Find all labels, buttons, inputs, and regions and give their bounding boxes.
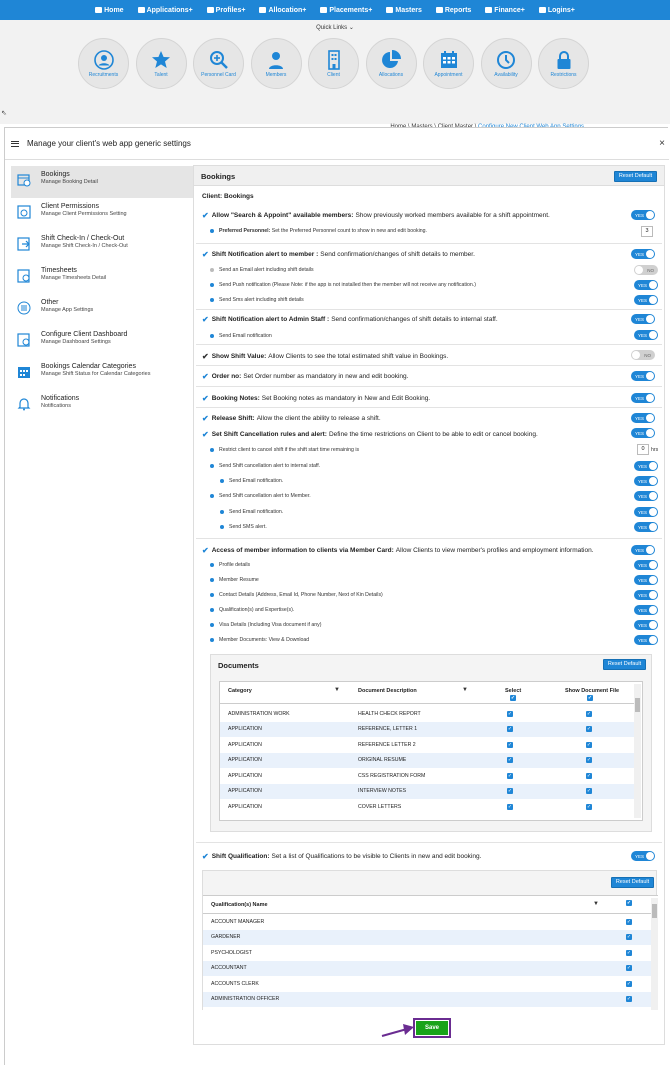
setting-send-email-notification: Send Email notification — [210, 333, 272, 339]
table-row[interactable]: ACCOUNT MANAGER ✓ — [211, 918, 632, 925]
top-navbar — [0, 0, 670, 20]
lock-icon — [554, 50, 574, 70]
table-row[interactable]: ACCOUNTS CLERK ✓ — [211, 980, 632, 987]
bookings-icon — [17, 173, 31, 187]
toggle-order-no[interactable]: YES — [631, 371, 655, 381]
modal-header — [5, 128, 669, 160]
modal-title: Manage your client's web app generic settings — [27, 139, 191, 148]
show-file-checkbox[interactable]: ✓ — [586, 788, 592, 795]
nav-reports[interactable]: Reports — [436, 7, 471, 14]
nav-masters[interactable]: Masters — [386, 7, 421, 14]
setting-cancellation-rules: ✔ Set Shift Cancellation rules and alert: Define the time restrictions on Client to be able to edit or cancel booking. — [202, 430, 538, 439]
check-icon: ✔ — [202, 211, 209, 220]
check-icon: ✔ — [202, 250, 209, 259]
quick-link-appointment[interactable]: Appointment — [423, 38, 474, 89]
select-checkbox[interactable]: ✓ — [507, 741, 513, 748]
show-file-checkbox[interactable]: ✓ — [586, 803, 592, 810]
toggle-cancel-alert-member[interactable]: YES — [634, 491, 658, 501]
mouse-cursor-icon: ⇖ — [1, 110, 7, 117]
toggle-profile-details[interactable]: YES — [634, 560, 658, 570]
select-checkbox[interactable]: ✓ — [507, 788, 513, 795]
sidebar-item-shift-checkin[interactable]: Shift Check-In / Check-Out Manage Shift Check-In / Check-Out — [11, 230, 193, 262]
setting-shift-qualification: ✔ Shift Qualification: Set a list of Qualifications to be visible to Clients in new and edit booking. — [202, 852, 482, 861]
search-plus-icon — [209, 50, 229, 70]
show-file-checkbox[interactable]: ✓ — [586, 741, 592, 748]
home-icon — [95, 7, 102, 13]
select-checkbox[interactable]: ✓ — [626, 934, 632, 941]
save-highlight — [413, 1018, 451, 1038]
table-row[interactable]: APPLICATION ORIGINAL RESUME ✓ ✓ — [220, 753, 635, 769]
globe-icon — [485, 7, 492, 13]
show-file-checkbox[interactable]: ✓ — [586, 726, 592, 733]
quick-links-toggle[interactable]: Quick Links ⌄ — [316, 25, 354, 31]
filter-icon[interactable]: ▼ — [593, 901, 599, 907]
divider — [196, 344, 662, 345]
check-icon: ✔ — [202, 430, 209, 439]
check-icon: ✔ — [202, 394, 209, 403]
show-all-checkbox[interactable]: ✓ — [587, 695, 593, 701]
setting-visa-details: Visa Details (Including Visa document if any) — [210, 622, 321, 628]
reset-default-button[interactable]: Reset Default — [614, 171, 657, 182]
panel-title: Bookings — [201, 172, 236, 181]
preferred-personnel-input[interactable]: 3 — [641, 226, 653, 237]
setting-search-appoint: ✔ Allow "Search & Appoint" available members: Show previously worked members available for a shift appointment. — [202, 211, 550, 220]
toggle-qualifications[interactable]: YES — [634, 605, 658, 615]
setting-member-documents: Member Documents: View & Download — [210, 637, 309, 643]
setting-push-notification: Send Push notification (Please Note: if the app is not installed then the member will not receive any notification.) — [210, 282, 476, 288]
bookings-panel — [193, 165, 665, 1045]
toggle-push-notification[interactable]: YES — [634, 280, 658, 290]
toggle-member-documents[interactable]: YES — [634, 635, 658, 645]
nav-profiles[interactable]: Profiles+ — [207, 7, 246, 14]
select-checkbox[interactable]: ✓ — [507, 710, 513, 717]
setting-preferred-personnel: Preferred Personnel: Set the Preferred Personnel count to show in new and edit booking. — [210, 228, 427, 234]
divider — [196, 386, 662, 387]
hours-unit: hrs — [651, 447, 659, 453]
table-row[interactable]: APPLICATION REFERENCE, LETTER 1 ✓ ✓ — [220, 722, 635, 738]
star-icon — [151, 50, 171, 70]
table-row[interactable]: ADMINISTRATION OFFICER ✓ — [203, 992, 651, 1008]
pie-chart-icon — [381, 50, 401, 70]
hamburger-icon[interactable] — [11, 139, 19, 148]
checkin-icon — [17, 237, 31, 251]
check-icon: ✔ — [202, 372, 209, 381]
toggle-send-email-notification[interactable]: YES — [634, 330, 658, 340]
user-icon — [539, 7, 546, 13]
setting-cancel-alert-member: Send Shift cancellation alert to Member. — [210, 493, 311, 499]
check-icon: ✔ — [202, 546, 209, 555]
profile-icon — [207, 7, 214, 13]
sidebar-item-client-dashboard[interactable]: Configure Client Dashboard Manage Dashboard Settings — [11, 326, 193, 358]
quick-link-recruitments[interactable]: Recruitments — [78, 38, 129, 89]
setting-show-shift-value: ✔ Show Shift Value: Allow Clients to see the total estimated shift value in Bookings. — [202, 352, 449, 361]
select-checkbox[interactable]: ✓ — [626, 949, 632, 956]
table-row[interactable]: GARDENER ✓ — [203, 930, 651, 946]
quick-link-client[interactable]: Client — [308, 38, 359, 89]
sidebar-item-timesheets[interactable]: Timesheets Manage Timesheets Detail — [11, 262, 193, 294]
building-icon — [324, 50, 344, 70]
table-row[interactable]: APPLICATION CSS REGISTRATION FORM ✓ ✓ — [228, 772, 592, 779]
toggle-shift-notif-admin[interactable]: YES — [631, 314, 655, 324]
nav-finance[interactable]: Finance+ — [485, 7, 525, 14]
check-icon: ✔ — [202, 414, 209, 423]
select-checkbox[interactable]: ✓ — [507, 772, 513, 779]
nav-placements[interactable]: Placements+ — [320, 7, 372, 14]
qualifications-section — [202, 870, 657, 1010]
toggle-cancel-staff-email[interactable]: YES — [634, 476, 658, 486]
close-icon[interactable]: × — [659, 138, 665, 149]
toggle-contact-details[interactable]: YES — [634, 590, 658, 600]
check-icon: ✔ — [202, 315, 209, 324]
quick-link-availability[interactable]: Availability — [481, 38, 532, 89]
qualifications-reset-button[interactable]: Reset Default — [611, 877, 654, 888]
select-checkbox[interactable]: ✓ — [507, 726, 513, 733]
select-all-checkbox[interactable]: ✓ — [510, 695, 516, 701]
scrollbar-thumb[interactable] — [652, 904, 657, 918]
nav-logins[interactable]: Logins+ — [539, 7, 575, 14]
toggle-booking-notes[interactable]: YES — [631, 393, 655, 403]
list-icon — [17, 301, 31, 315]
divider — [196, 842, 662, 843]
sidebar-item-bookings[interactable]: Bookings Manage Booking Detail — [11, 166, 193, 198]
timesheets-icon — [17, 269, 31, 283]
save-button[interactable]: Save — [416, 1021, 448, 1035]
settings-modal — [4, 127, 668, 1065]
sidebar-item-other[interactable]: Other Manage App Settings — [11, 294, 193, 326]
setting-member-card: ✔ Access of member information to clients via Member Card: Allow Clients to view member's profiles and employment information. — [202, 546, 594, 555]
toggle-shift-notif-member[interactable]: YES — [631, 249, 655, 259]
panel-header — [194, 166, 664, 186]
qualifications-table — [203, 895, 658, 1011]
table-row[interactable]: PSYCHOLOGIST ✓ — [211, 949, 632, 956]
select-all-checkbox[interactable]: ✓ — [626, 900, 632, 906]
documents-scrollbar[interactable] — [634, 684, 641, 818]
folder-icon — [386, 7, 393, 13]
show-file-checkbox[interactable]: ✓ — [586, 710, 592, 717]
setting-shift-notif-member: ✔ Shift Notification alert to member : Send confirmation/changes of shift details to member. — [202, 250, 475, 259]
section-label: Client: Bookings — [202, 193, 254, 200]
chevron-down-icon: ⌄ — [348, 25, 354, 31]
quick-links-row — [78, 38, 598, 89]
toggle-cancellation-rules[interactable]: YES — [631, 428, 655, 438]
documents-title: Documents — [218, 661, 259, 670]
sidebar-item-calendar-categories[interactable]: Bookings Calendar Categories Manage Shift Status for Calendar Categories — [11, 358, 193, 390]
divider — [196, 243, 662, 244]
documents-table — [219, 681, 643, 821]
divider — [196, 365, 662, 366]
select-checkbox[interactable]: ✓ — [626, 918, 632, 925]
setting-shift-notif-admin: ✔ Shift Notification alert to Admin Staff : Send confirmation/changes of shift details to internal staff. — [202, 315, 498, 324]
toggle-member-card[interactable]: YES — [631, 545, 655, 555]
setting-qualifications: Qualification(s) and Expertise(s). — [210, 607, 294, 613]
documents-section — [210, 654, 652, 832]
person-icon — [266, 50, 286, 70]
table-row[interactable]: ACCOUNTANT ✓ — [203, 961, 651, 977]
setting-email-alert: Send an Email alert including shift details — [210, 267, 314, 273]
toggle-cancel-alert-staff[interactable]: YES — [634, 461, 658, 471]
setting-member-resume: Member Resume — [210, 577, 259, 583]
restrict-hours-input[interactable]: 0 — [637, 444, 649, 455]
table-row[interactable]: APPLICATION COVER LETTERS ✓ ✓ — [228, 803, 592, 810]
quick-link-personnel-card[interactable]: Personnel Card — [193, 38, 244, 89]
setting-cancel-alert-staff: Send Shift cancellation alert to internal staff. — [210, 463, 320, 469]
pointer-arrow-icon — [381, 1024, 415, 1038]
check-icon: ✔ — [202, 852, 209, 861]
toggle-search-appoint[interactable]: YES — [631, 210, 655, 220]
settings-sidebar — [11, 166, 193, 422]
divider — [196, 538, 662, 539]
sidebar-item-notifications[interactable]: Notifications Notifications — [11, 390, 193, 422]
show-file-checkbox[interactable]: ✓ — [586, 772, 592, 779]
quick-link-members[interactable]: Members — [251, 38, 302, 89]
dashboard-icon — [17, 333, 31, 347]
table-row[interactable]: ADMINISTRATION WORK HEALTH CHECK REPORT ✓ ✓ — [228, 710, 592, 717]
setting-cancel-member-sms: Send SMS alert. — [220, 524, 267, 530]
sidebar-item-client-permissions[interactable]: Client Permissions Manage Client Permissions Setting — [11, 198, 193, 230]
globe-icon — [320, 7, 327, 13]
select-checkbox[interactable]: ✓ — [507, 757, 513, 764]
clock-icon — [496, 50, 516, 70]
scrollbar-thumb[interactable] — [635, 698, 640, 712]
check-icon: ✔ — [202, 352, 209, 361]
quick-link-restrictions[interactable]: Restrictions — [538, 38, 589, 89]
setting-order-no: ✔ Order no: Set Order number as mandatory in new and edit booking. — [202, 372, 409, 381]
select-checkbox[interactable]: ✓ — [626, 965, 632, 972]
toggle-visa-details[interactable]: YES — [634, 620, 658, 630]
select-checkbox[interactable]: ✓ — [626, 980, 632, 987]
table-row[interactable]: APPLICATION REFERENCE LETTER 2 ✓ ✓ — [228, 741, 592, 748]
toggle-shift-qualification[interactable]: YES — [631, 851, 655, 861]
filter-icon[interactable]: ▼ — [334, 687, 340, 693]
quick-link-talent[interactable]: Talent — [136, 38, 187, 89]
divider — [196, 407, 662, 408]
quick-links-area — [0, 20, 670, 124]
list-icon — [138, 7, 145, 13]
filter-icon[interactable]: ▼ — [462, 687, 468, 693]
toggle-email-alert[interactable]: NO — [634, 265, 658, 275]
toggle-sms-alert[interactable]: YES — [634, 295, 658, 305]
setting-cancel-staff-email: Send Email notification. — [220, 478, 283, 484]
qualifications-table-header: Qualification(s) Name ▼ ✓ — [203, 896, 651, 914]
setting-sms-alert: Send Sms alert including shift details — [210, 297, 304, 303]
toggle-cancel-member-email[interactable]: YES — [634, 507, 658, 517]
setting-release-shift: ✔ Release Shift: Allow the client the ability to release a shift. — [202, 414, 381, 423]
calendar-icon — [17, 365, 31, 379]
calendar-icon — [439, 50, 459, 70]
documents-table-header: Category ▼ Document Description ▼ Select ✓ Show Document File ✓ — [220, 682, 635, 704]
setting-booking-notes: ✔ Booking Notes: Set Booking notes as mandatory in New and Edit Booking. — [202, 394, 431, 403]
bell-icon — [17, 397, 31, 411]
show-file-checkbox[interactable]: ✓ — [586, 757, 592, 764]
documents-reset-button[interactable]: Reset Default — [603, 659, 646, 670]
folder-open-icon — [436, 7, 443, 13]
divider — [196, 309, 662, 310]
select-checkbox[interactable]: ✓ — [626, 996, 632, 1003]
qualifications-scrollbar[interactable] — [651, 898, 658, 1010]
recruitments-icon — [94, 50, 114, 70]
toggle-cancel-member-sms[interactable]: YES — [634, 522, 658, 532]
nav-home[interactable]: Home — [95, 7, 123, 14]
toggle-member-resume[interactable]: YES — [634, 575, 658, 585]
setting-profile-details: Profile details — [210, 562, 250, 568]
select-checkbox[interactable]: ✓ — [507, 803, 513, 810]
quick-link-allocations[interactable]: Allocations — [366, 38, 417, 89]
toggle-release-shift[interactable]: YES — [631, 413, 655, 423]
setting-contact-details: Contact Details (Address, Email Id, Phone Number, Next of Kin Details) — [210, 592, 383, 598]
setting-cancel-member-email: Send Email notification. — [220, 509, 283, 515]
permissions-icon — [17, 205, 31, 219]
allocation-icon — [259, 7, 266, 13]
nav-allocation[interactable]: Allocation+ — [259, 7, 306, 14]
setting-restrict-client: Restrict client to cancel shift if the shift start time remaining is — [210, 447, 359, 453]
nav-applications[interactable]: Applications+ — [138, 7, 193, 14]
table-row[interactable]: APPLICATION INTERVIEW NOTES ✓ ✓ — [220, 784, 635, 800]
toggle-show-shift-value[interactable]: NO — [631, 350, 655, 360]
